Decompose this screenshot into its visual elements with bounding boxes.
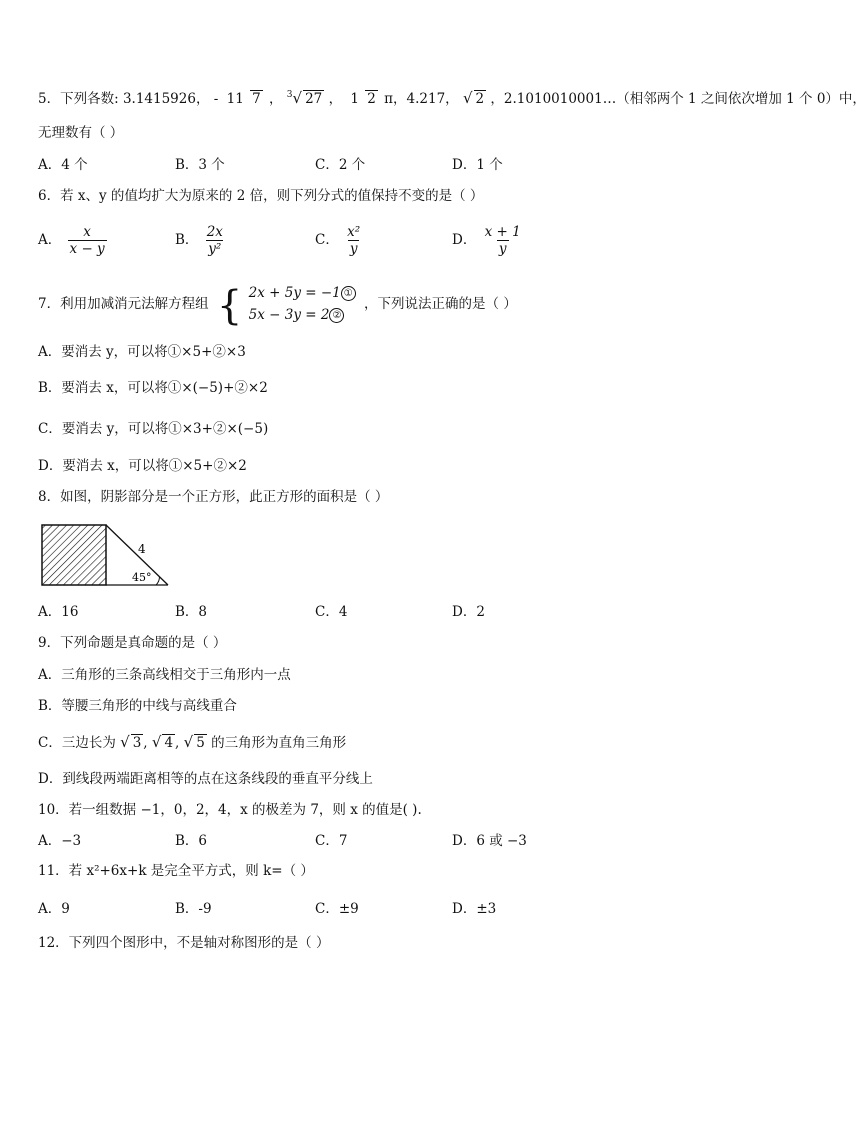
label-45-degree: 45° — [132, 571, 152, 584]
q7-option-c[interactable]: C．要消去 y，可以将①×3+②×(−5) — [38, 421, 269, 437]
question-9-stem: 9．下列命题是真命题的是（ ） — [38, 635, 227, 651]
question-11-stem: 11．若 x²+6x+k 是完全平方式，则 k=（ ） — [38, 863, 314, 879]
q7-option-d[interactable]: D．要消去 x，可以将①×5+②×2 — [38, 458, 247, 474]
q5-option-c[interactable]: C．2 个 — [315, 157, 366, 173]
label-4: 4 — [138, 542, 146, 556]
q9-option-a[interactable]: A．三角形的三条高线相交于三角形内一点 — [38, 667, 291, 683]
question-7-stem: 7．利用加减消元法解方程组 { 2x + 5y = −1 ① 5x − 3y = 2 ② ，下列说法正确的是（ ） — [38, 283, 517, 329]
q5-option-a[interactable]: A．4 个 — [38, 157, 88, 173]
question-5-line-1: 5．下列各数: 3.1415926， - 11 7 ， $^3$√ 27 ， 1 2 π，4.217， √ 2 ，2.1010010001…（相邻两个 1 之间依次增加 1 个 0）中， — [38, 86, 866, 108]
fraction-11-7: 11 7 — [226, 91, 261, 107]
cube-root-27: $^3$√ 27 — [286, 88, 323, 107]
q9-option-d[interactable]: D．到线段两端距离相等的点在这条线段的垂直平分线上 — [38, 771, 373, 787]
equation-system: { 2x + 5y = −1 ① 5x − 3y = 2 ② — [217, 282, 356, 326]
q5-option-d[interactable]: D．1 个 — [452, 157, 503, 173]
q6-option-a[interactable]: A． $\frac{x}{x - y}$ — [38, 224, 105, 257]
question-5-line-2: 无理数有（ ） — [38, 125, 124, 141]
shaded-square — [42, 525, 106, 585]
q7-option-b[interactable]: B．要消去 x，可以将①×(−5)+②×2 — [38, 380, 268, 396]
q10-option-d[interactable]: D．6 或 −3 — [452, 833, 527, 849]
angle-arc — [156, 577, 160, 586]
q11-option-d[interactable]: D．±3 — [452, 901, 497, 917]
q5-option-b[interactable]: B．3 个 — [175, 157, 225, 173]
question-6-stem: 6．若 x、y 的值均扩大为原来的 2 倍，则下列分式的值保持不变的是（ ） — [38, 188, 484, 204]
square-triangle-figure — [40, 523, 172, 591]
q9-option-b[interactable]: B．等腰三角形的中线与高线重合 — [38, 698, 237, 714]
question-10-stem: 10．若一组数据 −1，0，2，4，x 的极差为 7，则 x 的值是( ). — [38, 802, 422, 818]
q6-option-c[interactable]: C． $\frac{\text{x²}}{y}$ — [315, 224, 361, 257]
q10-option-b[interactable]: B．6 — [175, 833, 208, 849]
q8-option-d[interactable]: D．2 — [452, 604, 485, 620]
q10-option-c[interactable]: C．7 — [315, 833, 348, 849]
q11-option-a[interactable]: A．9 — [38, 901, 70, 917]
question-8-stem: 8．如图，阴影部分是一个正方形，此正方形的面积是（ ） — [38, 489, 389, 505]
q11-option-c[interactable]: C．±9 — [315, 901, 359, 917]
q11-option-b[interactable]: B．-9 — [175, 901, 212, 917]
q8-option-a[interactable]: A．16 — [38, 604, 79, 620]
question-12-stem: 12．下列四个图形中，不是轴对称图形的是（ ） — [38, 935, 330, 951]
geometry-figure-svg — [40, 523, 172, 587]
q9-option-c[interactable]: C．三边长为 √ 3 , √ 4 , √ 5 的三角形为直角三角形 — [38, 733, 347, 751]
q6-option-d[interactable]: D． $\frac{x + 1}{y}$ — [452, 224, 521, 257]
q8-option-b[interactable]: B．8 — [175, 604, 208, 620]
sqrt-2: √ 2 — [462, 88, 485, 107]
q7-option-a[interactable]: A．要消去 y，可以将①×5+②×3 — [38, 344, 246, 360]
fraction-1-2: 1 2 — [350, 91, 376, 107]
q6-option-b[interactable]: B． $\frac{2x}{\text{y²}}$ — [175, 224, 223, 257]
q10-option-a[interactable]: A．−3 — [38, 833, 82, 849]
q8-option-c[interactable]: C．4 — [315, 604, 348, 620]
